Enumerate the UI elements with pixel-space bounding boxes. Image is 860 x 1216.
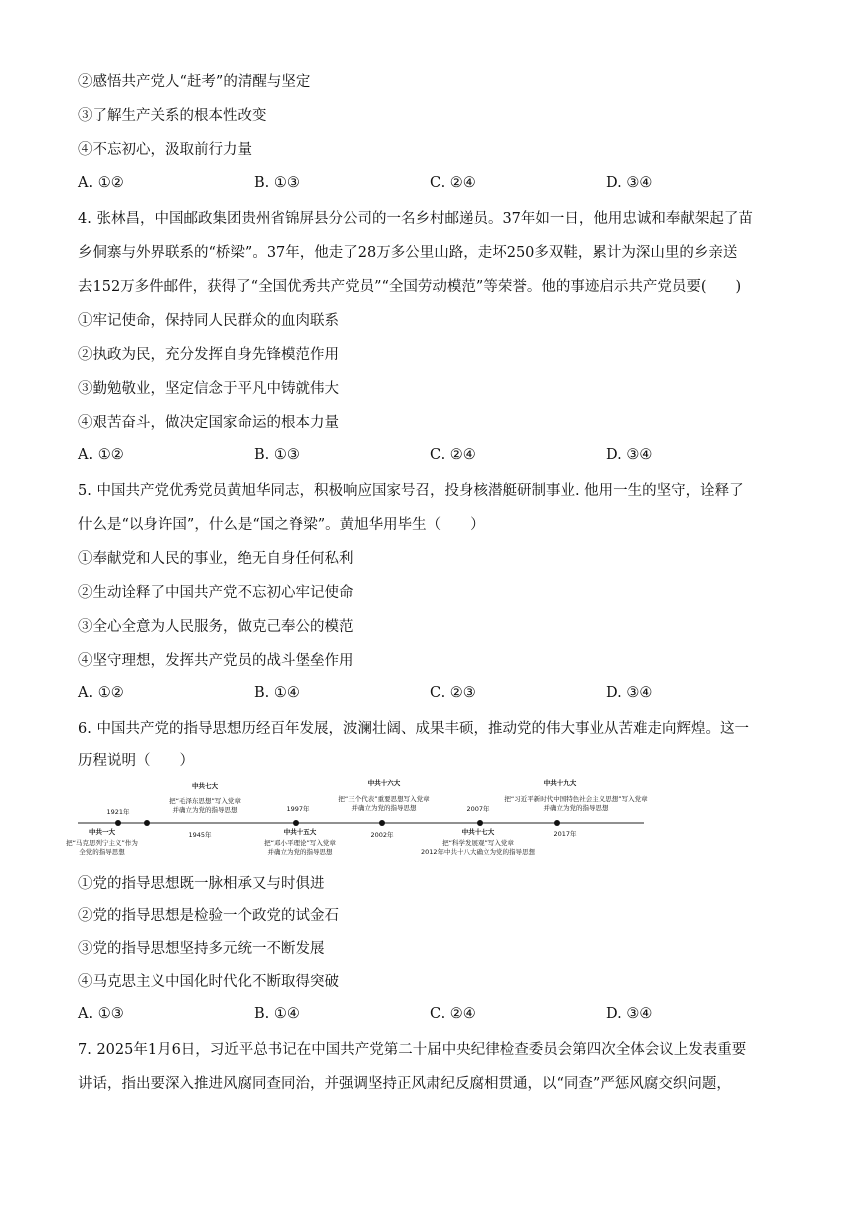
option-d[interactable]: D. ③④: [606, 1006, 653, 1022]
timeline-congress: 中共七大: [192, 782, 218, 790]
timeline-event-2007: [421, 804, 536, 856]
option-b[interactable]: B. ①③: [254, 447, 300, 463]
timeline-dot: [554, 820, 560, 826]
timeline-desc-line-2: 并确立为党的指导思想: [172, 806, 238, 814]
timeline-event-1945: [144, 781, 241, 839]
q5-stem-line-1: 5. 中国共产党优秀党员黄旭华同志，积极响应国家号召，投身核潜艇研制事业. 他用一生的坚守，诠释了: [78, 483, 744, 499]
timeline-congress: 中共十七大: [461, 828, 495, 836]
q4-item-1: ①牢记使命，保持同人民群众的血肉联系: [78, 313, 339, 329]
q7-stem-line-1: 7. 2025年1月6日，习近平总书记在中国共产党第二十届中央纪律检查委员会第四次全体会议上发表重要: [78, 1042, 747, 1058]
timeline-congress: 中共十六大: [367, 779, 401, 787]
timeline-desc-line-1: 把“科学发展观”写入党章: [442, 839, 514, 847]
option-d[interactable]: D. ③④: [606, 447, 653, 463]
q4-stem-line-3: 去152万多件邮件，获得了“全国优秀共产党员”“全国劳动模范”等荣誉。他的事迹启示共产党员要( ): [78, 279, 742, 295]
option-d[interactable]: D. ③④: [606, 685, 653, 701]
timeline-event-1921: [66, 807, 138, 856]
timeline-desc-line-1: 把“毛泽东思想”写入党章: [169, 797, 241, 805]
option-b[interactable]: B. ①③: [254, 175, 300, 191]
timeline-dot: [144, 820, 150, 826]
timeline-congress: 中共十九大: [543, 779, 577, 787]
q4-item-2: ②执政为民，充分发挥自身先锋模范作用: [78, 347, 339, 363]
q6-item-1: ①党的指导思想既一脉相承又与时俱进: [78, 876, 325, 892]
party-guiding-thought-timeline: [66, 774, 648, 862]
timeline-desc-line-2: 2012年中共十八大确立为党的指导思想: [420, 848, 536, 856]
q6-item-4: ④马克思主义中国化时代化不断取得突破: [78, 974, 339, 990]
q4-item-3: ③勤勉敬业，坚定信念于平凡中铸就伟大: [78, 381, 339, 397]
q6-options: [78, 1006, 678, 1026]
q5-item-2: ②生动诠释了中国共产党不忘初心牢记使命: [78, 585, 354, 601]
timeline-year: 2007年: [466, 805, 490, 813]
timeline-dot: [379, 820, 385, 826]
timeline-desc-line-1: 把“三个代表”重要思想写入党章: [338, 795, 430, 803]
q4-item-4: ④艰苦奋斗，做决定国家命运的根本力量: [78, 415, 339, 431]
option-a[interactable]: A. ①②: [78, 447, 124, 463]
q3-item-2: ②感悟共产党人“赶考”的清醒与坚定: [78, 74, 311, 90]
option-a[interactable]: A. ①②: [78, 175, 124, 191]
q5-options: [78, 685, 678, 705]
timeline-desc-line-1: 把“邓小平理论”写入党章: [264, 839, 336, 847]
timeline-year: 1997年: [286, 805, 310, 813]
q5-item-4: ④坚守理想，发挥共产党员的战斗堡垒作用: [78, 653, 354, 669]
option-c[interactable]: C. ②④: [430, 1006, 476, 1022]
option-b[interactable]: B. ①④: [254, 1006, 300, 1022]
option-d[interactable]: D. ③④: [606, 175, 653, 191]
q4-stem-line-1: 4. 张林昌，中国邮政集团贵州省锦屏县分公司的一名乡村邮递员。37年如一日，他用忠诚和奉献架起了苗: [78, 211, 753, 227]
q3-item-4: ④不忘初心，汲取前行力量: [78, 142, 252, 158]
q4-options: [78, 447, 678, 467]
option-b[interactable]: B. ①④: [254, 685, 300, 701]
q3-options: [78, 175, 678, 195]
timeline-event-2017: [504, 778, 648, 838]
timeline-dot: [477, 820, 483, 826]
timeline-congress: 中共一大: [89, 828, 115, 836]
timeline-desc-line-2: 全党的指导思想: [79, 848, 125, 856]
option-a[interactable]: A. ①②: [78, 685, 124, 701]
q5-item-1: ①奉献党和人民的事业，绝无自身任何私利: [78, 551, 354, 567]
timeline-desc-line-1: 把“马克思列宁主义”作为: [66, 839, 138, 847]
timeline-year: 2017年: [553, 830, 577, 838]
timeline-dot: [293, 820, 299, 826]
timeline-dot: [115, 820, 121, 826]
timeline-desc-line-2: 并确立为党的指导思想: [543, 804, 609, 812]
timeline-desc-line-2: 并确立为党的指导思想: [267, 848, 333, 856]
option-c[interactable]: C. ②④: [430, 175, 476, 191]
timeline-desc-line-2: 并确立为党的指导思想: [351, 804, 417, 812]
q5-stem-line-2: 什么是“以身许国”，什么是“国之脊梁”。黄旭华用毕生（ ）: [78, 517, 485, 533]
q6-item-3: ③党的指导思想坚持多元统一不断发展: [78, 941, 325, 957]
q3-item-3: ③了解生产关系的根本性改变: [78, 108, 267, 124]
q5-item-3: ③全心全意为人民服务，做克己奉公的模范: [78, 619, 354, 635]
timeline-year: 1945年: [188, 831, 212, 839]
q4-stem-line-2: 乡侗寨与外界联系的“桥梁”。37年，他走了28万多公里山路，走坏250多双鞋，累计为深山里的乡亲送: [78, 245, 738, 261]
timeline-event-2002: [338, 778, 430, 839]
option-a[interactable]: A. ①③: [78, 1006, 124, 1022]
timeline-event-1997: [264, 804, 336, 856]
timeline-desc-line-1: 把“习近平新时代中国特色社会主义思想”写入党章: [504, 795, 648, 803]
q6-stem-line-2: 历程说明（ ）: [78, 753, 194, 769]
q6-stem-line-1: 6. 中国共产党的指导思想历经百年发展，波澜壮阔、成果丰硕，推动党的伟大事业从苦难走向辉煌。这一: [78, 721, 749, 737]
timeline-congress: 中共十五大: [283, 828, 317, 836]
option-c[interactable]: C. ②③: [430, 685, 476, 701]
q7-stem-line-2: 讲话，指出要深入推进风腐同查同治，并强调坚持正风肃纪反腐相贯通，以“同查”严惩风腐交织问题，: [78, 1076, 731, 1092]
timeline-year: 2002年: [370, 831, 394, 839]
timeline-year: 1921年: [106, 808, 130, 816]
q6-item-2: ②党的指导思想是检验一个政党的试金石: [78, 908, 339, 924]
option-c[interactable]: C. ②④: [430, 447, 476, 463]
